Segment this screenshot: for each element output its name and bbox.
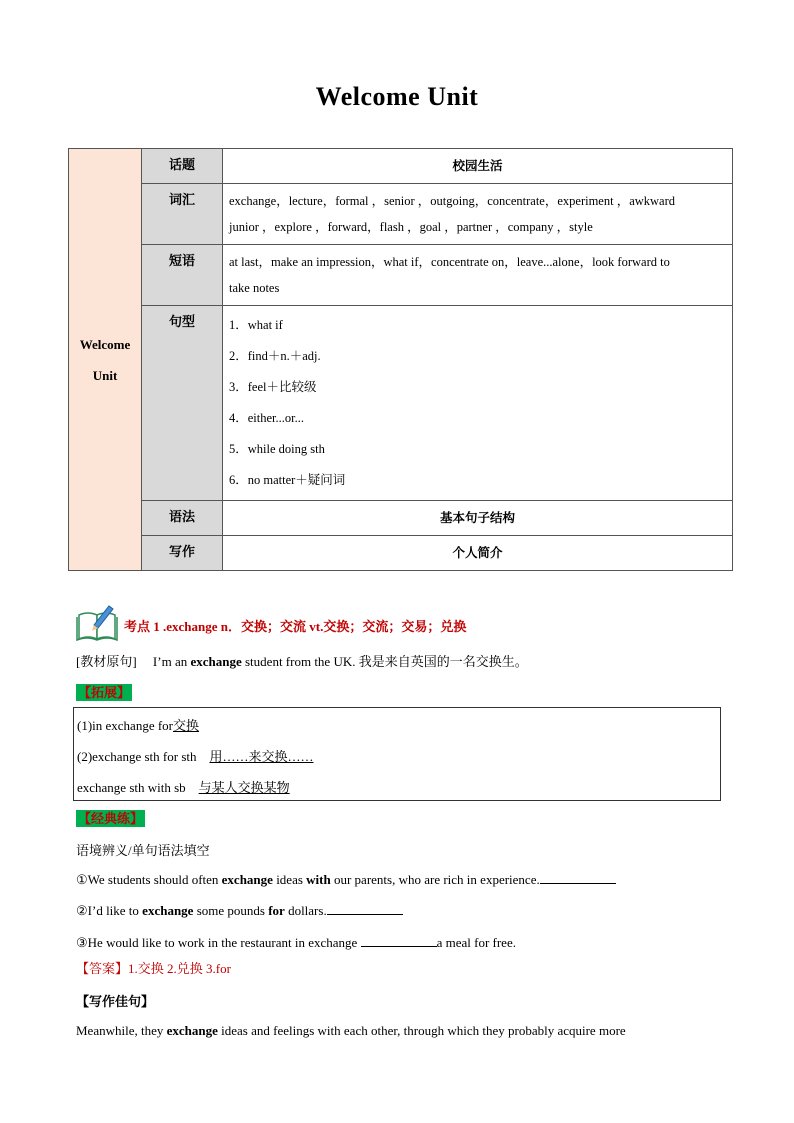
expand-text: (1)in exchange for	[77, 718, 174, 733]
expand-meaning: 用……来交换……	[209, 749, 314, 764]
question-text: We students should often	[87, 872, 222, 887]
expand-box	[73, 707, 721, 801]
sentences-value	[223, 306, 733, 501]
question-keyword: for	[268, 903, 285, 918]
expand-meaning: 与某人交换某物	[198, 780, 290, 795]
question-3	[76, 934, 516, 951]
writing-heading: 【写作佳句】	[76, 994, 155, 1009]
vocab-label: 词汇	[142, 184, 223, 245]
answer-blank	[327, 902, 403, 915]
topic-value: 校园生活	[223, 149, 733, 184]
expand-label: 【拓展】	[78, 685, 131, 700]
key-point-title: 考点 1 .exchange n．交换；交流 vt.交换；交流；交易；兑换	[124, 619, 467, 634]
question-number: ②	[76, 903, 88, 918]
sentence-item: 5．while doing sth	[229, 442, 325, 456]
expand-meaning: 交换	[173, 718, 200, 733]
phrases-label: 短语	[142, 245, 223, 306]
sentence-item: 2．find＋n.＋adj.	[229, 349, 321, 363]
topic-label: 话题	[142, 149, 223, 184]
answer-key: 【答案】1.交换 2.兑换 3.for	[76, 961, 231, 976]
expand-text: exchange sth with sb	[77, 780, 186, 795]
writing-sentence	[76, 1023, 720, 1039]
source-text: student from the UK. 我是来自英国的一名交换生。	[241, 654, 528, 669]
writing-keyword: exchange	[166, 1023, 218, 1038]
page-title: Welcome Unit	[315, 82, 479, 111]
writing-label: 写作	[142, 536, 223, 571]
sentence-item: 6．no matter＋疑问词	[229, 473, 346, 487]
unit-name-line2: Unit	[92, 367, 118, 383]
vocab-value	[223, 184, 733, 245]
sentence-item: 3．feel＋比较级	[229, 380, 317, 394]
source-text: I’m an	[152, 654, 191, 669]
question-text: dollars.	[284, 903, 327, 918]
unit-name-line1: Welcome	[79, 336, 131, 352]
practice-heading	[76, 808, 145, 827]
writing-text: ideas and feelings with each other, through which they probably acquire more	[217, 1023, 626, 1038]
phrases-line1: at last，make an impression，what if，concentrate on，leave...alone，look forward to	[229, 255, 670, 269]
expand-line-2	[77, 746, 314, 765]
vocab-line1: exchange，lecture，formal ，senior ，outgoing，concentrate，experiment ，awkward	[229, 194, 676, 208]
answer-blank	[540, 871, 616, 884]
sentences-label: 句型	[142, 306, 223, 501]
expand-line-1	[77, 715, 199, 734]
unit-overview-table	[68, 148, 733, 571]
source-keyword: exchange	[190, 654, 242, 669]
sentence-item: 1．what if	[229, 318, 283, 332]
question-1	[76, 871, 616, 888]
writing-text: Meanwhile, they	[76, 1023, 167, 1038]
source-label: [教材原句]	[76, 654, 137, 669]
vocab-line2: junior ，explore ，forward，flash ，goal ，partner ，company ，style	[229, 220, 593, 234]
expand-line-3	[77, 777, 290, 796]
expand-text: (2)exchange sth for sth	[77, 749, 197, 764]
phrases-line2: take notes	[229, 281, 280, 295]
practice-title: 语境辨义/单句语法填空	[76, 843, 210, 858]
question-text: ideas	[272, 872, 307, 887]
grammar-value: 基本句子结构	[223, 501, 733, 536]
question-text: a meal for free.	[436, 935, 516, 950]
answer-blank	[361, 934, 437, 947]
practice-label: 【经典练】	[78, 811, 144, 826]
key-point-heading	[76, 603, 466, 641]
phrases-value	[223, 245, 733, 306]
expand-heading	[76, 682, 132, 701]
question-2	[76, 902, 403, 919]
question-keyword: exchange	[221, 872, 273, 887]
question-text: some pounds	[193, 903, 269, 918]
question-text: our parents, who are rich in experience.	[330, 872, 540, 887]
question-number: ③	[76, 935, 88, 950]
question-number: ①	[76, 872, 88, 887]
question-keyword: exchange	[142, 903, 194, 918]
writing-value: 个人简介	[223, 536, 733, 571]
unit-name-cell	[69, 149, 142, 571]
question-keyword: with	[306, 872, 331, 887]
book-pen-icon	[76, 603, 120, 641]
grammar-label: 语法	[142, 501, 223, 536]
source-sentence	[76, 651, 528, 670]
sentence-item: 4．either...or...	[229, 411, 304, 425]
question-text: He would like to work in the restaurant in exchange	[87, 935, 361, 950]
question-text: I’d like to	[87, 903, 143, 918]
